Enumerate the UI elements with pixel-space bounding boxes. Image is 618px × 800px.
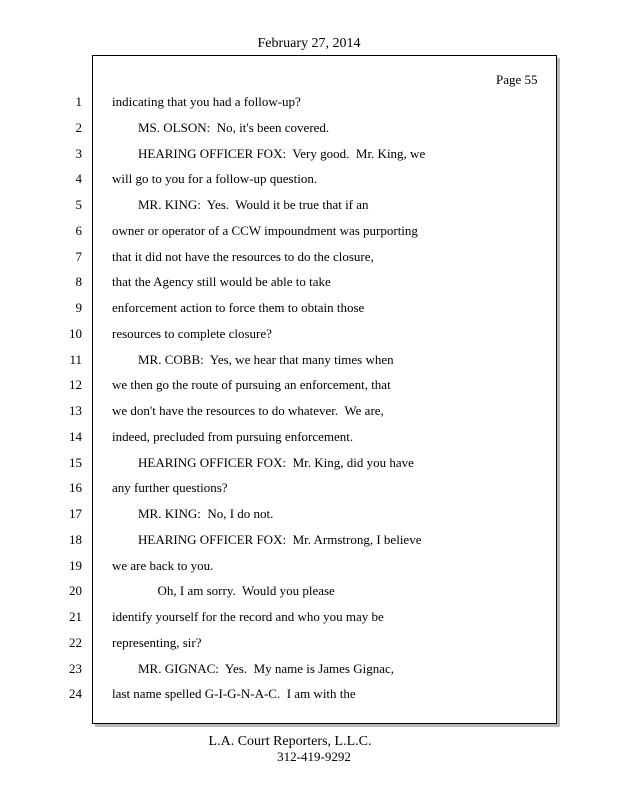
transcript-line: MR. KING: No, I do not.	[112, 506, 274, 521]
line-number: 16	[69, 480, 82, 496]
line-number: 22	[69, 634, 82, 650]
line-number: 14	[69, 428, 82, 444]
transcript-line: we don't have the resources to do whatever. We are,	[112, 403, 384, 418]
line-number: 7	[75, 248, 82, 264]
line-number: 2	[75, 119, 82, 135]
footer-company-name: L.A. Court Reporters, L.L.C.	[208, 734, 372, 749]
line-number: 4	[75, 171, 82, 187]
transcript-line: HEARING OFFICER FOX: Mr. King, did you have	[112, 454, 414, 470]
transcript-line: last name spelled G-I-G-N-A-C. I am with the	[112, 686, 356, 702]
transcript-line: owner or operator of a CCW impoundment was purporting	[112, 222, 418, 238]
line-number: 20	[69, 583, 82, 599]
line-number: 15	[69, 454, 82, 470]
line-number: 8	[75, 274, 82, 290]
transcript-line: that it did not have the resources to do the closure,	[112, 248, 374, 264]
line-number: 3	[75, 145, 82, 161]
line-number: 9	[75, 300, 82, 315]
transcript-body	[112, 94, 542, 712]
line-number-column	[0, 94, 82, 712]
transcript-line: indeed, precluded from pursuing enforcement.	[112, 428, 354, 444]
line-number: 11	[69, 351, 82, 367]
transcript-line: identify yourself for the record and who you may be	[112, 609, 384, 624]
transcript-line: MR. KING: Yes. Would it be true that if an	[112, 197, 369, 212]
transcript-line: that the Agency still would be able to take	[112, 274, 331, 290]
transcript-line: HEARING OFFICER FOX: Mr. Armstrong, I believe	[112, 531, 422, 547]
line-number: 19	[69, 557, 82, 573]
header-date: February 27, 2014	[257, 36, 361, 51]
line-number: 13	[69, 403, 82, 418]
transcript-line: MR. COBB: Yes, we hear that many times when	[112, 351, 394, 367]
line-number: 10	[69, 325, 82, 341]
transcript-line: Oh, I am sorry. Would you please	[112, 583, 335, 599]
transcript-line: representing, sir?	[112, 634, 202, 650]
transcript-line: MR. GIGNAC: Yes. My name is James Gignac,	[112, 660, 395, 676]
line-number: 12	[69, 377, 82, 393]
transcript-line: we then go the route of pursuing an enforcement, that	[112, 377, 391, 393]
transcript-line: we are back to you.	[112, 557, 214, 573]
line-number: 24	[69, 686, 82, 702]
transcript-line: MS. OLSON: No, it's been covered.	[112, 119, 330, 135]
footer-phone-number: 312-419-9292	[277, 749, 351, 764]
transcript-line: enforcement action to force them to obtain those	[112, 300, 365, 315]
line-number: 17	[69, 506, 82, 521]
line-number: 23	[69, 660, 82, 676]
transcript-line: resources to complete closure?	[112, 325, 272, 341]
line-number: 21	[69, 609, 82, 624]
line-number: 5	[75, 197, 82, 212]
page-number: Page 55	[496, 72, 538, 87]
transcript-line: will go to you for a follow-up question.	[112, 171, 318, 187]
line-number: 6	[75, 222, 82, 238]
transcript-line: any further questions?	[112, 480, 228, 496]
line-number: 1	[75, 94, 82, 109]
transcript-line: indicating that you had a follow-up?	[112, 94, 301, 109]
transcript-line: HEARING OFFICER FOX: Very good. Mr. King, we	[112, 145, 426, 161]
line-number: 18	[69, 531, 82, 547]
